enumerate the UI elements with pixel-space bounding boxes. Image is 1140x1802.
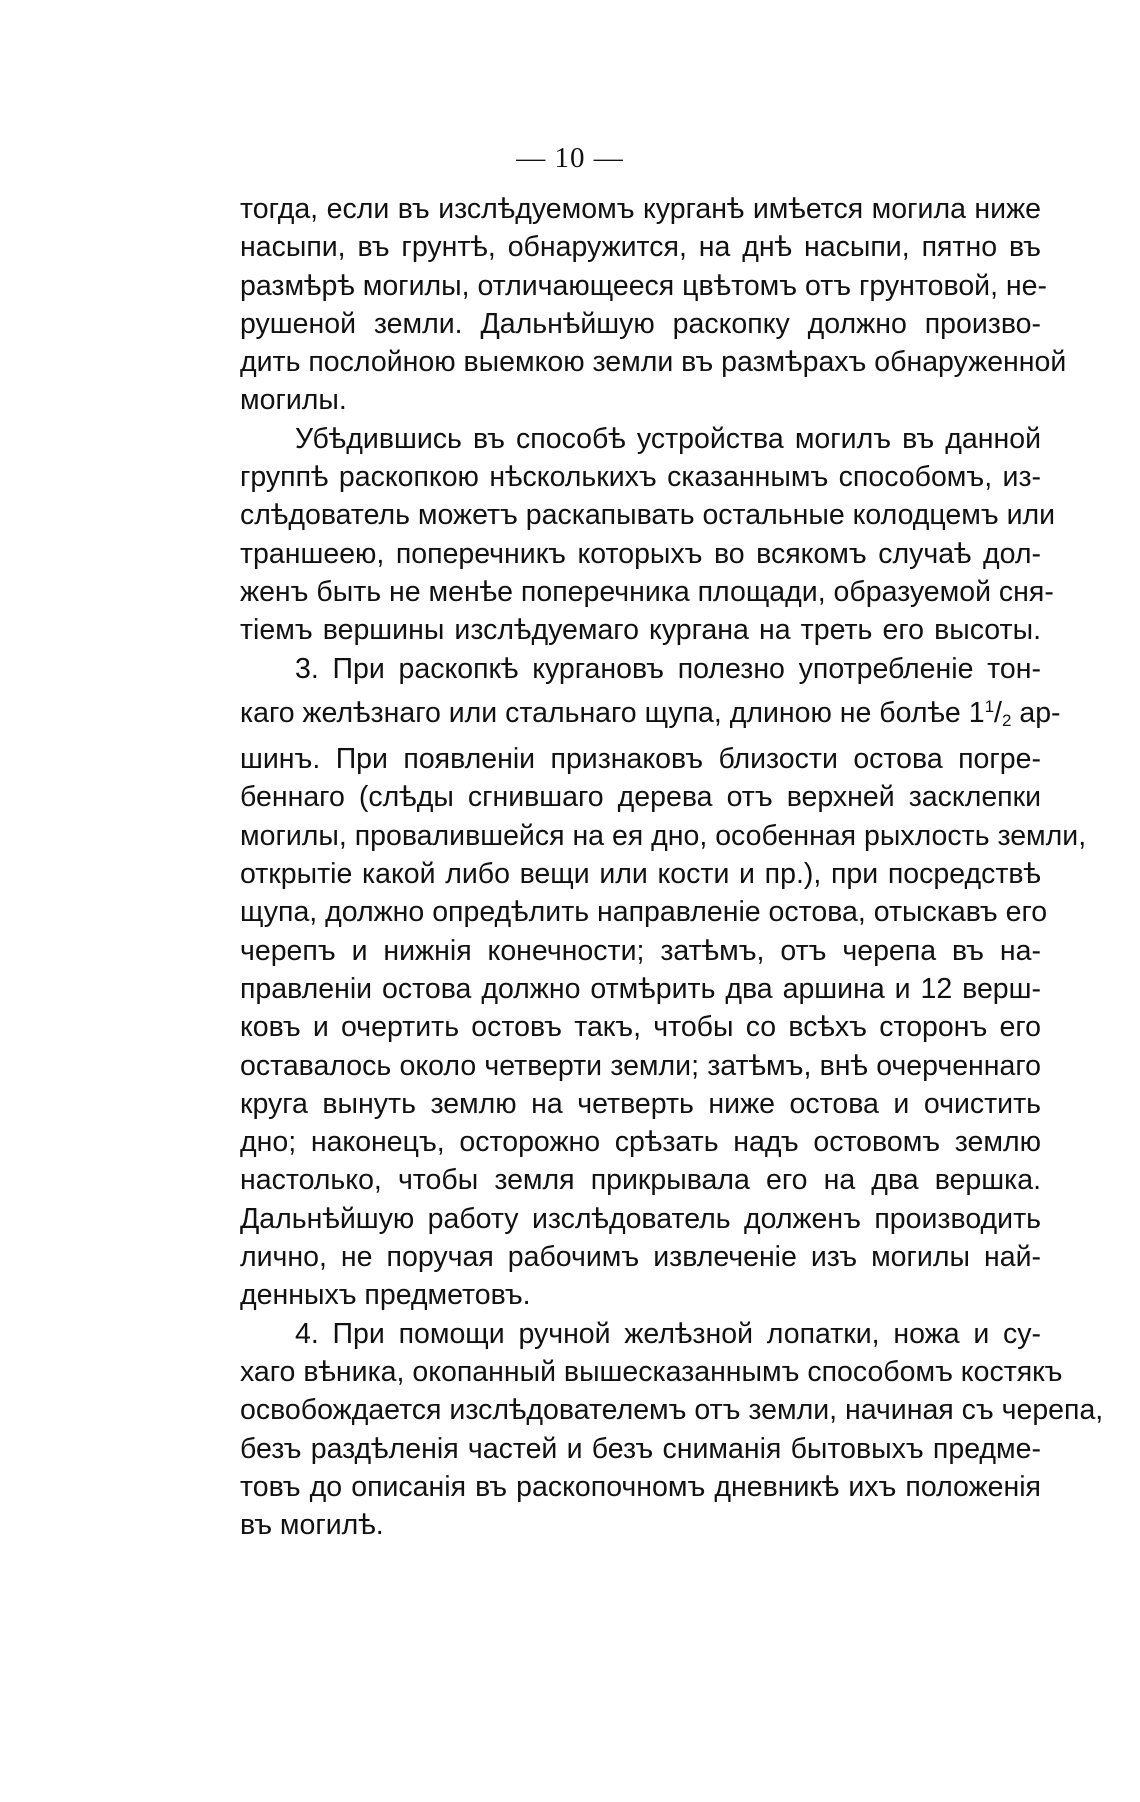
fraction-suffix: ар- bbox=[1019, 696, 1061, 729]
text-line: Убѣдившись въ способѣ устройства могилъ въ данной bbox=[295, 422, 1041, 455]
text-line-with-fraction bbox=[240, 688, 1061, 740]
paragraph-1 bbox=[240, 190, 1067, 420]
page-number: — 10 — bbox=[516, 142, 624, 174]
text-line: безъ раздѣленія частей и безъ сниманія бытовыхъ предме- bbox=[240, 1432, 1041, 1465]
text-line: могилы, провалившейся на ея дно, особенная рыхлость земли, bbox=[240, 819, 1087, 852]
text-line: денныхъ предметовъ. bbox=[240, 1279, 531, 1312]
fraction-whole: 1 bbox=[968, 696, 985, 729]
text-line: беннаго (слѣды сгнившаго дерева отъ верхней засклепки bbox=[240, 781, 1041, 814]
text-line: настолько, чтобы земля прикрывала его на два вершка. bbox=[240, 1164, 1041, 1197]
text-line: 4. При помощи ручной желѣзной лопатки, ножа и су- bbox=[295, 1317, 1041, 1350]
text-line-lead: каго желѣзнаго или стальнаго щупа, длиною не болѣе bbox=[240, 696, 961, 729]
fraction-slash: / bbox=[994, 696, 1002, 729]
paragraph-2 bbox=[240, 420, 1056, 650]
text-line: круга вынуть землю на четверть ниже остова и очистить bbox=[240, 1087, 1041, 1120]
text-line: правленіи остова должно отмѣрить два аршина и 12 верш- bbox=[240, 972, 1041, 1005]
fraction-denominator: 2 bbox=[1001, 710, 1012, 730]
text-line: товъ до описанія въ раскопочномъ дневникѣ ихъ положенія bbox=[240, 1470, 1041, 1503]
text-line: 3. При раскопкѣ кургановъ полезно употребленіе тон- bbox=[295, 652, 1041, 685]
text-line: дно; наконецъ, осторожно срѣзать надъ остовомъ землю bbox=[240, 1126, 1041, 1159]
text-line: открытіе какой либо вещи или кости и пр.), при посредствѣ bbox=[240, 858, 1041, 891]
text-line: рушеной земли. Дальнѣйшую раскопку должно произво- bbox=[240, 307, 1041, 340]
text-line: ковъ и очертить остовъ такъ, чтобы со всѣхъ сторонъ его bbox=[240, 1011, 1041, 1044]
text-line: слѣдователь можетъ раскапывать остальные колодцемъ или bbox=[240, 499, 1056, 532]
paragraph-3 bbox=[240, 650, 1087, 1315]
text-line: хаго вѣника, окопанный вышесказаннымъ способомъ костякъ bbox=[240, 1355, 1063, 1388]
text-line: насыпи, въ грунтѣ, обнаружится, на днѣ насыпи, пятно въ bbox=[240, 231, 1041, 264]
text-line: въ могилѣ. bbox=[240, 1509, 384, 1542]
paragraph-4 bbox=[240, 1315, 1104, 1545]
fraction-numerator: 1 bbox=[984, 696, 995, 716]
text-line: дить послойною выемкою земли въ размѣрахъ обнаруженной bbox=[240, 346, 1067, 379]
text-line: могилы. bbox=[240, 384, 347, 417]
text-line: размѣрѣ могилы, отличающееся цвѣтомъ отъ грунтовой, не- bbox=[240, 269, 1048, 302]
text-line: Дальнѣйшую работу изслѣдователь долженъ производить bbox=[240, 1202, 1041, 1235]
text-line: траншеею, поперечникъ которыхъ во всякомъ случаѣ дол- bbox=[240, 537, 1041, 570]
text-line: тіемъ вершины изслѣдуемаго кургана на треть его высоты. bbox=[240, 614, 1041, 647]
text-line: группѣ раскопкою нѣсколькихъ сказаннымъ способомъ, из- bbox=[240, 461, 1041, 494]
text-line: женъ быть не менѣе поперечника площади, образуемой сня- bbox=[240, 575, 1054, 608]
text-line: тогда, если въ изслѣдуемомъ курганѣ имѣется могила ниже bbox=[240, 193, 1041, 225]
text-line: лично, не поручая рабочимъ извлеченіе изъ могилы най- bbox=[240, 1241, 1041, 1274]
text-line: щупа, должно опредѣлить направленіе остова, отыскавъ его bbox=[240, 896, 1048, 929]
text-line: оставалось около четверти земли; затѣмъ, внѣ очерченнаго bbox=[240, 1049, 1041, 1082]
text-line: освобождается изслѣдователемъ отъ земли, начиная съ черепа, bbox=[240, 1394, 1104, 1427]
text-column bbox=[240, 190, 1104, 1544]
text-line: черепъ и нижнія конечности; затѣмъ, отъ черепа въ на- bbox=[240, 934, 1041, 967]
text-line: шинъ. При появленіи признаковъ близости остова погре- bbox=[240, 743, 1041, 776]
